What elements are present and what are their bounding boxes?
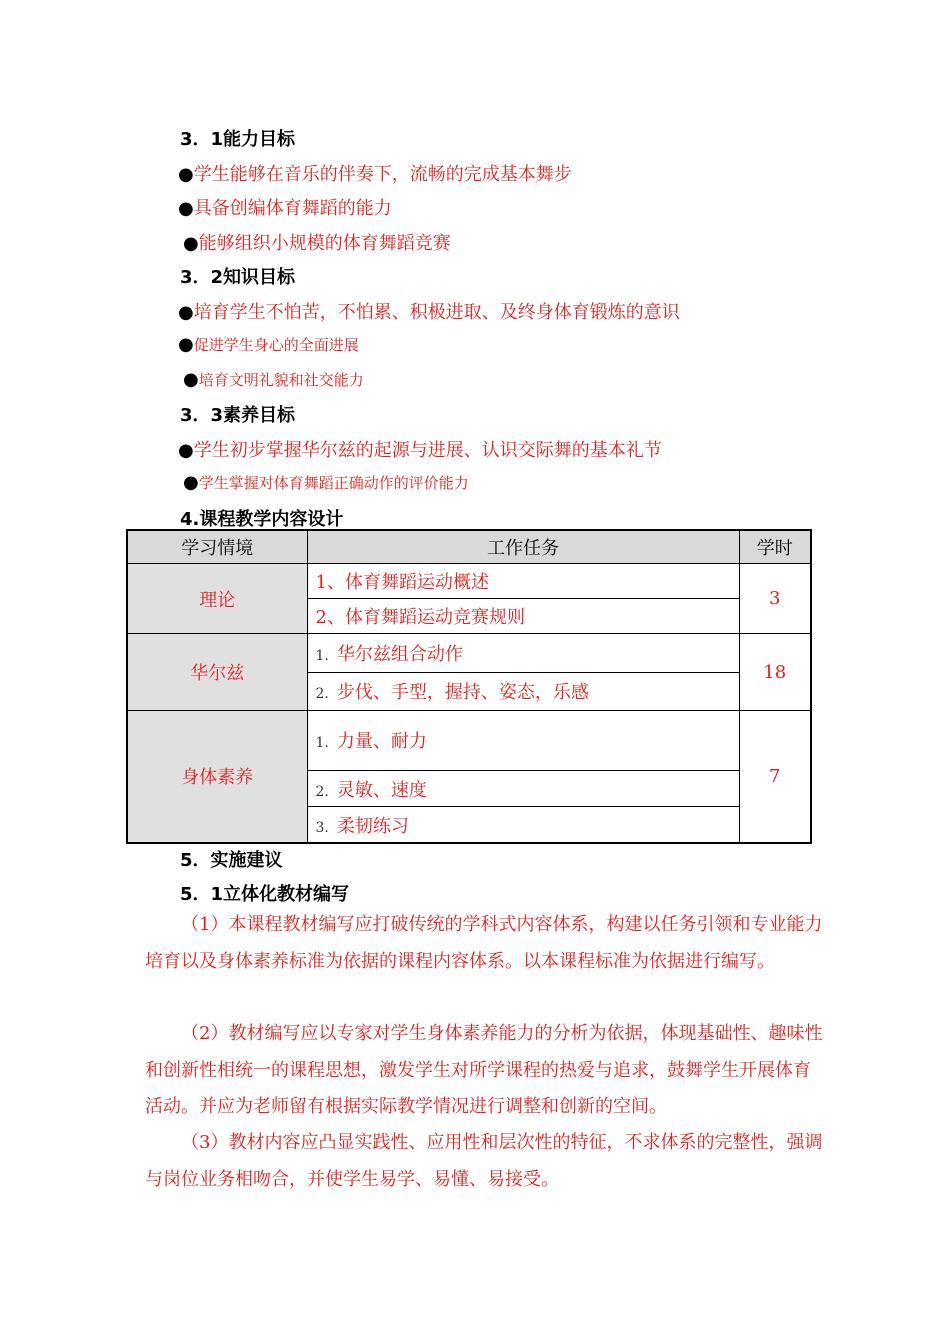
bullet-dot-icon: ● [183,369,199,390]
task-cell: 1、体育舞蹈运动概述 [307,564,739,599]
course-content-table [126,529,812,844]
task-cell: 1. 力量、耐力 [307,710,739,770]
task-cell: 2、体育舞蹈运动竞赛规则 [307,599,739,634]
section-4-title: 4.课程教学内容设计 [180,509,344,530]
column-header: 学时 [739,530,811,564]
paragraph: （2）教材编写应以专家对学生身体素养能力的分析为依据，体现基础性、趣味性和创新性相统一的课程思想，激发学生对所学课程的热爱与追求，鼓舞学生开展体育活动。并应为老师留有根据实际教学情况进行调整和创新的空间。 [145,1023,823,1117]
task-cell: 1. 华尔兹组合动作 [307,634,739,672]
section-3-1-title: 3．1能力目标 [180,129,296,150]
category-cell: 华尔兹 [127,634,307,710]
list-item: ●培育学生不怕苦，不怕累、积极进取、及终身体育锻炼的意识 [178,302,680,323]
bullet-dot-icon: ● [178,440,194,461]
section-3-3-title: 3．3素养目标 [180,405,296,426]
column-header: 学习情境 [127,530,307,564]
hours-cell: 3 [739,564,811,634]
task-cell: 2. 步伐、手型，握持、姿态，乐感 [307,672,739,710]
list-item: ●学生掌握对体育舞蹈正确动作的评价能力 [183,472,469,493]
section-5-1-title: 5．1立体化教材编写 [180,884,350,905]
category-cell: 身体素养 [127,710,307,843]
section-5-title: 5．实施建议 [180,850,283,871]
list-item: ●具备创编体育舞蹈的能力 [178,198,392,219]
table-row [127,710,811,770]
bullet-dot-icon: ● [178,164,194,185]
column-header: 工作任务 [307,530,739,564]
list-item: ●能够组织小规模的体育舞蹈竞赛 [183,233,451,254]
task-cell: 2. 灵敏、速度 [307,771,739,807]
paragraph: （3）教材内容应凸显实践性、应用性和层次性的特征，不求体系的完整性，强调与岗位业务相吻合，并使学生易学、易懂、易接受。 [145,1132,823,1190]
list-item: ●培育文明礼貌和社交能力 [183,369,364,390]
bullet-dot-icon: ● [183,472,199,493]
task-cell: 3. 柔韧练习 [307,807,739,843]
list-item: ●学生能够在音乐的伴奏下，流畅的完成基本舞步 [178,164,572,185]
table-row [127,634,811,672]
table-row [127,564,811,599]
paragraph: （1）本课程教材编写应打破传统的学科式内容体系，构建以任务引领和专业能力培育以及身体素养标准为依据的课程内容体系。以本课程标准为依据进行编写。 [145,914,823,972]
table-header-row [127,530,811,564]
bullet-dot-icon: ● [178,302,194,323]
hours-cell: 7 [739,710,811,843]
hours-cell: 18 [739,634,811,710]
category-cell: 理论 [127,564,307,634]
bullet-dot-icon: ● [183,233,199,254]
bullet-dot-icon: ● [178,334,194,355]
section-3-2-title: 3．2知识目标 [180,267,296,288]
list-item: ●学生初步掌握华尔兹的起源与进展、认识交际舞的基本礼节 [178,440,662,461]
bullet-dot-icon: ● [178,198,194,219]
list-item: ●促进学生身心的全面进展 [178,334,359,355]
